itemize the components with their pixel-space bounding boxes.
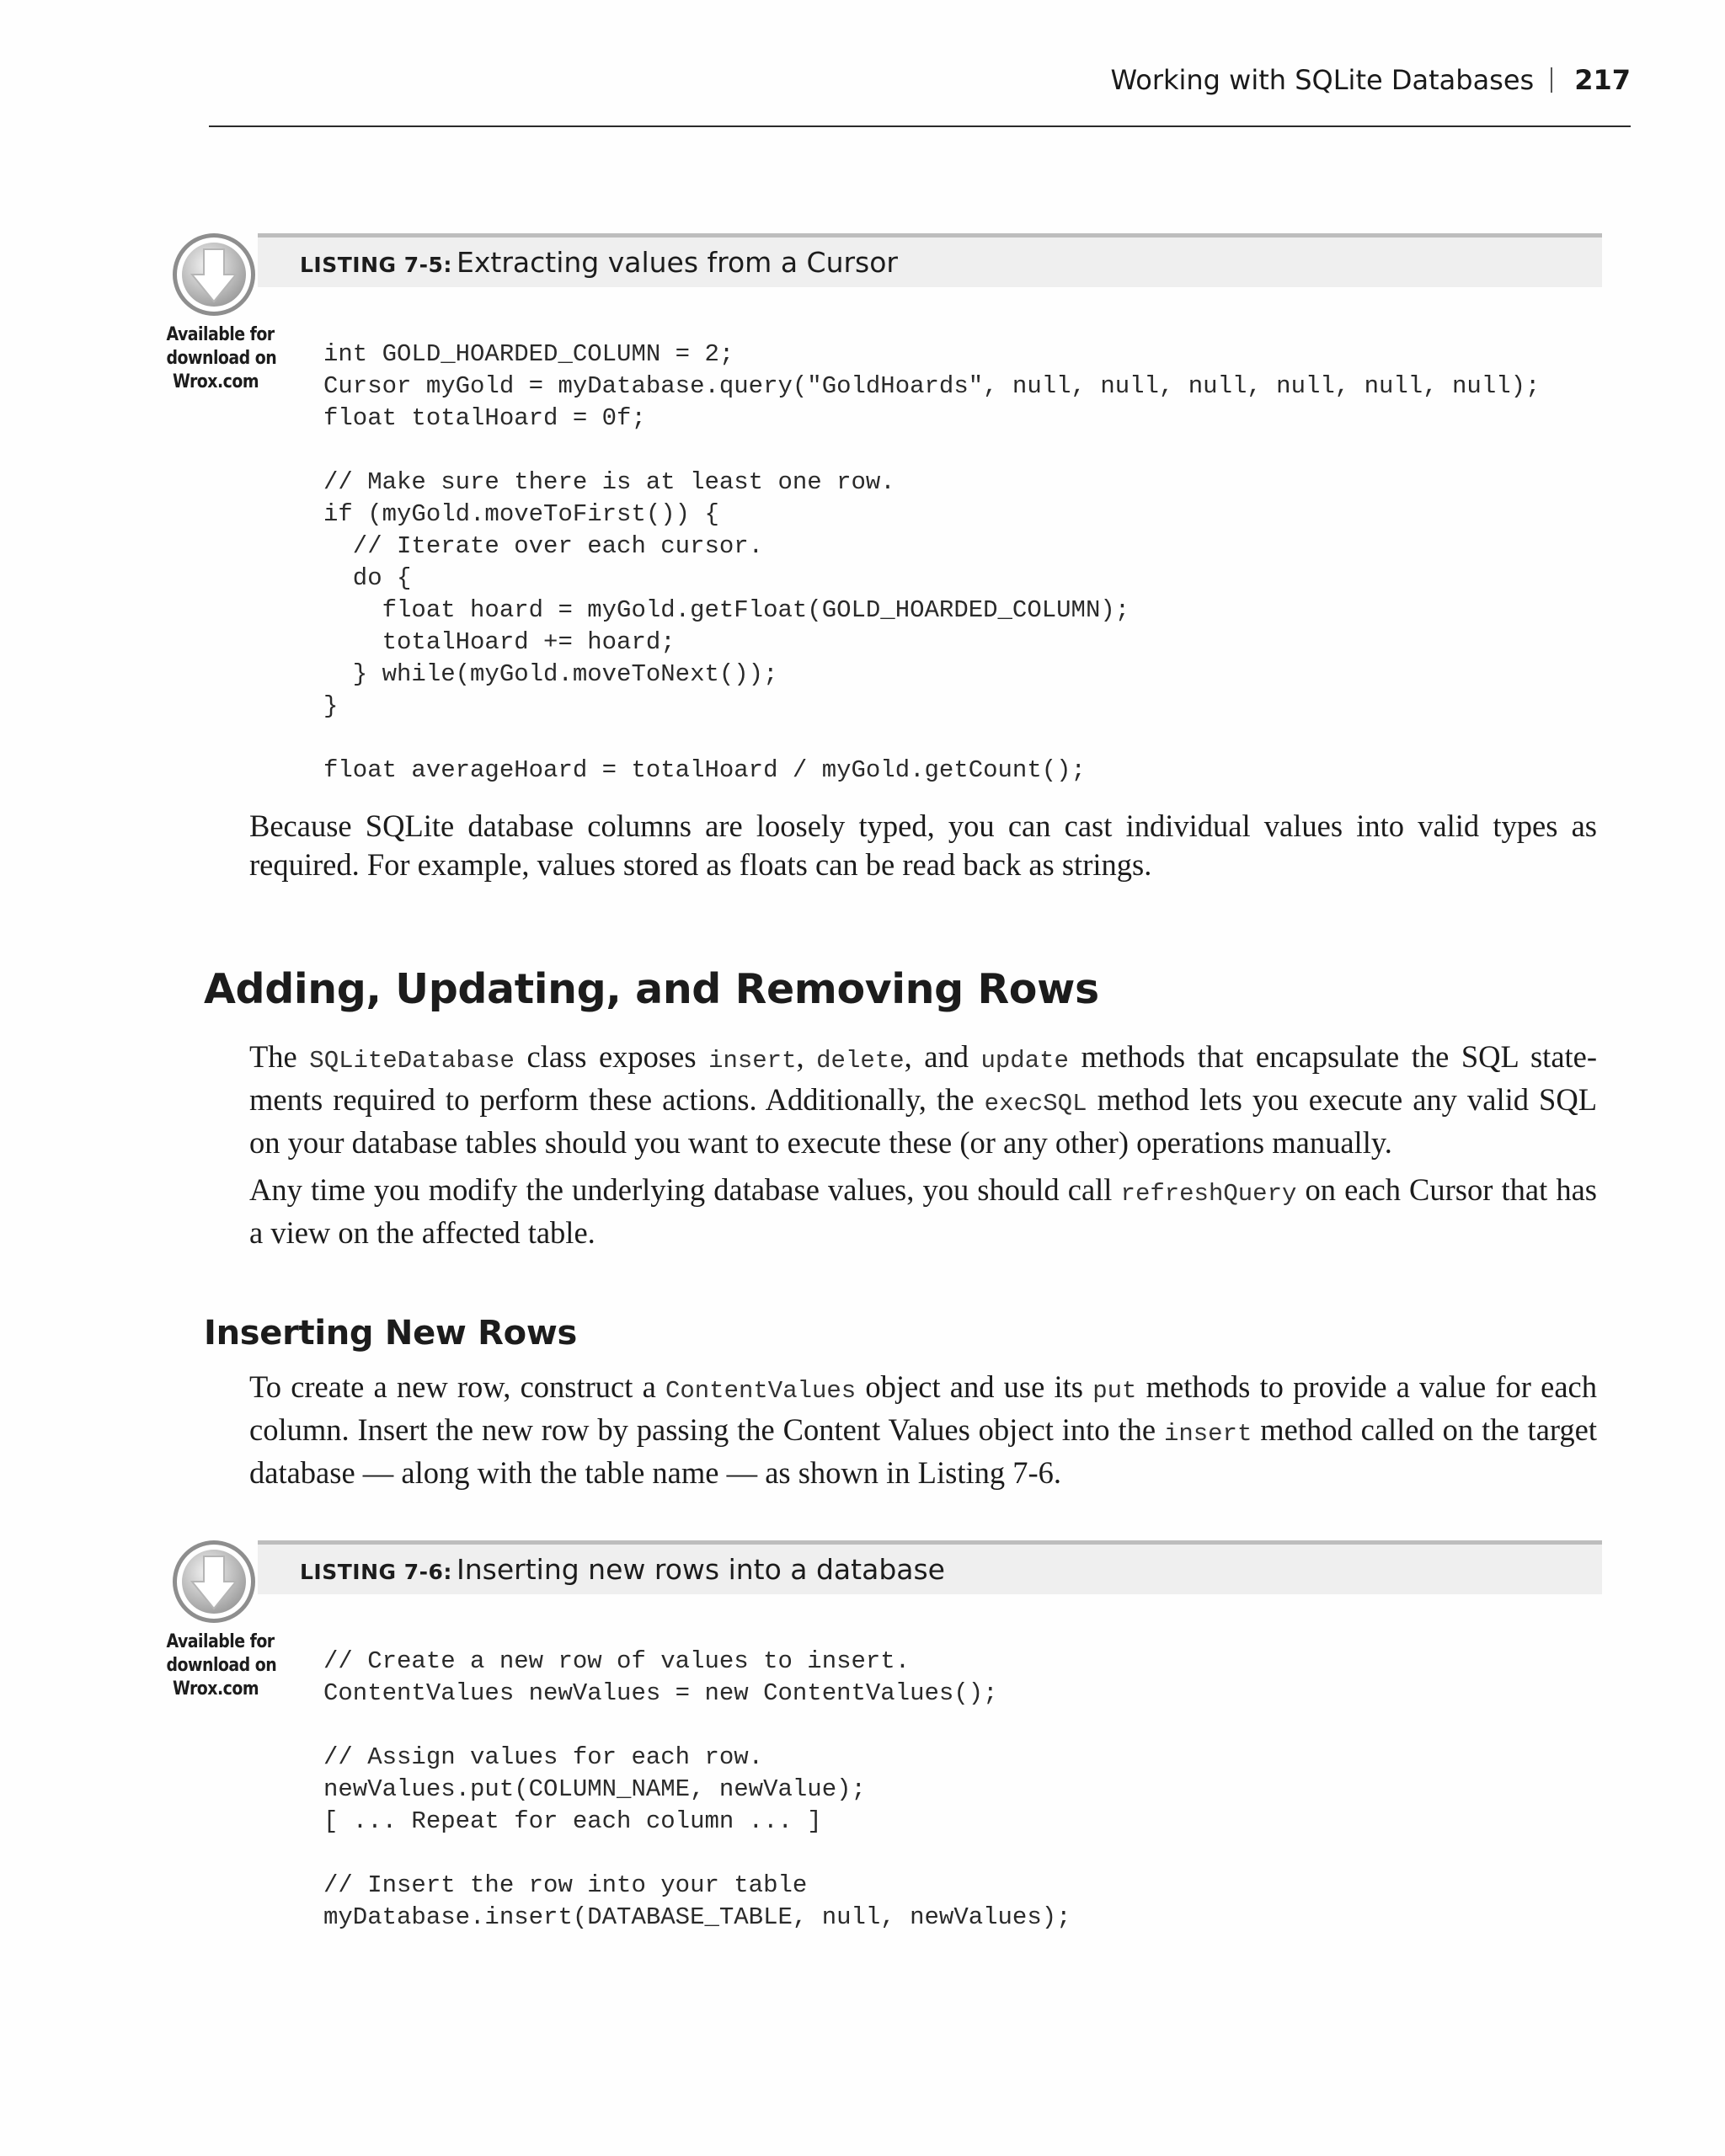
download-caption[interactable]: Available for download on Wrox.com — [166, 1631, 277, 1700]
running-head-title: Working with SQLite Databases — [1110, 64, 1535, 96]
code-term: update — [980, 1047, 1069, 1075]
code-term: SQLiteDatabase — [309, 1047, 515, 1075]
listing-title — [300, 246, 898, 279]
running-head-divider — [1551, 67, 1552, 93]
paragraph-insert: To create a new row, construct a ContentValues object and use its put methods to provide a value for each column. Insert the new row by passing the Content Values object into the insert method called on the target database — along with the table name — as shown in Listing 7-6. — [249, 1369, 1597, 1490]
code-term: refreshQuery — [1120, 1180, 1297, 1208]
code-term: execSQL — [984, 1090, 1087, 1118]
subsection-heading: Inserting New Rows — [204, 1314, 578, 1353]
listing-caption: Inserting new rows into a database — [457, 1553, 945, 1586]
listing-title — [300, 1553, 945, 1586]
download-caption[interactable]: Available for download on Wrox.com — [166, 324, 277, 392]
code-term: ContentValues — [665, 1377, 857, 1405]
running-header — [1110, 64, 1631, 96]
code-term: insert — [1163, 1420, 1252, 1448]
code-term: delete — [816, 1047, 905, 1075]
section-heading: Adding, Updating, and Removing Rows — [204, 965, 1099, 1013]
code-term: insert — [708, 1047, 797, 1075]
code-term: put — [1092, 1377, 1137, 1405]
page-number: 217 — [1574, 64, 1631, 96]
paragraph-refresh: Any time you modify the underlying database values, you should call refreshQuery on each Cursor that has a view on the affected table. — [249, 1172, 1597, 1250]
listing-caption: Extracting values from a Cursor — [457, 246, 899, 279]
code-listing-7-6: // Create a new row of values to insert. ContentValues newValues = new ContentValues(); // Assign values for each row. newValues.put(COLUMN_NAME, newValue); [ ... Repeat for each column ... ] // Insert the row into your table myDatabase.insert(DATABASE_TABLE, null, newValues); — [323, 1647, 1071, 1931]
listing-label: LISTING 7-6: — [300, 1560, 452, 1584]
download-arrow-icon[interactable] — [170, 231, 258, 318]
paragraph-cast-types: Because SQLite database columns are loosely typed, you can cast individual values into valid types as required. For example, values stored as floats can be read back as strings. — [249, 808, 1597, 882]
download-arrow-icon[interactable] — [170, 1538, 258, 1625]
paragraph-methods: The SQLiteDatabase class exposes insert, delete, and update methods that encapsulate the SQL statements required to perform these actions. Additionally, the execSQL method lets you execute any valid SQL on your database tables should you want to execute these (or any other) operations manually. — [249, 1039, 1598, 1160]
code-listing-7-5: int GOLD_HOARDED_COLUMN = 2; Cursor myGold = myDatabase.query("GoldHoards", null, null, null, null, null, null); float totalHoard = 0f; // Make sure there is at least one row. if (myGold.moveToFirst()) { // Iterate over each cursor. do { float hoard = myGold.getFloat(GOLD_HOARDED_COLUMN); totalHoard += hoard; } while(myGold.moveToNext()); } float averageHoard = totalHoard / myGold.getCount(); — [323, 340, 1541, 784]
header-rule — [209, 125, 1631, 127]
listing-label: LISTING 7-5: — [300, 253, 452, 277]
